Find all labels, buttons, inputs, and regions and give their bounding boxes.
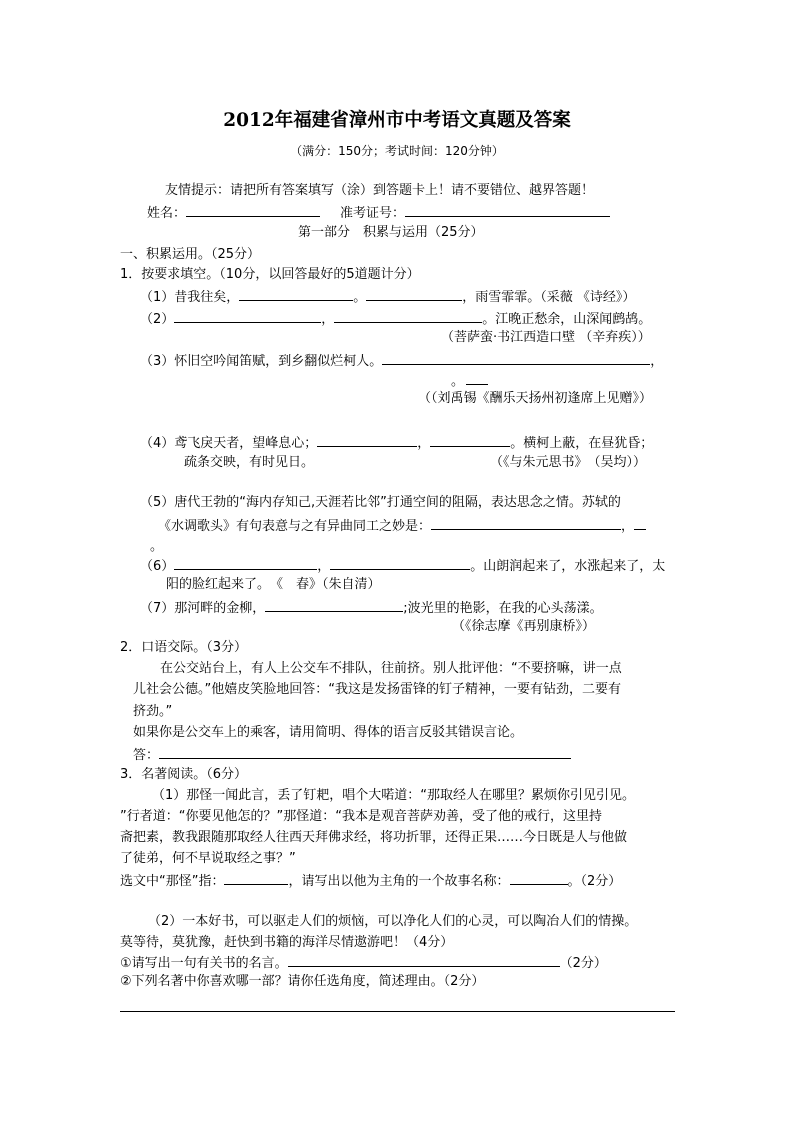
q1-item3-source: （（刘禹锡《酬乐天扬州初逢席上见赠》） (418, 391, 653, 406)
q3-question1: 选文中“那怪”指： ，请写出以他为主角的一个故事名称： 。（2分） (120, 871, 621, 891)
answer-blank[interactable] (634, 516, 646, 530)
answer-blank[interactable] (174, 309, 321, 323)
q3-passage-line4: 了徒弟，何不早说取经之事？” (120, 851, 296, 866)
q1-item5-line2: 《水调歌头》有句表意与之有异曲同工之妙是： ， (158, 516, 646, 536)
q1-item6: （6） ， 。山朗润起来了，水涨起来了，太 (140, 556, 665, 576)
answer-blank[interactable] (382, 351, 650, 365)
friendly-tip: 友情提示：请把所有答案填写（涂）到答题卡上！请不要错位、越界答题！ (165, 183, 595, 198)
q2-instruction: 如果你是公交车上的乘客，请用简明、得体的语言反驳其错误言论。 (133, 725, 524, 740)
q1-stem: 1．按要求填空。（10分，以回答最好的5道题计分） (120, 267, 420, 282)
q3-stem: 3．名著阅读。（6分） (120, 767, 248, 782)
answer-blank[interactable] (265, 598, 403, 612)
page-title: 2012年福建省漳州市中考语文真题及答案 (223, 110, 571, 131)
q1-item3: （3）怀旧空吟闻笛赋，到乡翻似烂柯人。 ， (140, 351, 663, 371)
answer-blank[interactable] (288, 953, 560, 967)
section1-heading: 一、积累运用。（25分） (120, 247, 261, 262)
q1-item7-source: （《徐志摩《再别康桥》） (452, 619, 596, 634)
q1-item3-line2: 。 (451, 371, 488, 391)
answer-blank[interactable] (366, 287, 462, 301)
answer-blank[interactable] (431, 516, 621, 530)
q3-passage-line3: 斋把素，教我跟随那取经人往西天拜佛求经，将功折罪，还得正果……今日既是人与他做 (120, 830, 628, 845)
name-label: 姓名： (147, 206, 187, 221)
answer-blank[interactable] (510, 871, 568, 885)
answer-blank[interactable] (466, 371, 488, 385)
name-blank[interactable] (186, 203, 320, 217)
answer-blank[interactable] (330, 556, 470, 570)
exam-no-label: 准考证号： (340, 206, 406, 221)
exam-no-blank[interactable] (405, 203, 610, 217)
q1-item6-line2: 阳的脸红起来了。 《 春》（朱自清） (166, 577, 381, 592)
answer-blank[interactable] (159, 745, 571, 759)
q2-para-line1: 在公交站台上，有人上公交车不排队，往前挤。别人批评他：“不要挤嘛，讲一点 (160, 661, 622, 676)
q1-item5-line3: 。 (150, 539, 164, 554)
subtitle: （满分：150分；考试时间：120分钟） (290, 144, 504, 158)
q3-part2-line2: 莫等待，莫犹豫，赶快到书籍的海洋尽情遨游吧！（4分） (120, 935, 454, 950)
answer-blank[interactable] (317, 433, 417, 447)
q1-item2: （2） ， 。江晚正愁余，山深闻鹧鸪。 (140, 309, 651, 329)
q1-item7: （7）那河畔的金柳， ;波光里的艳影，在我的心头荡漾。 (140, 598, 603, 618)
q3-part2-line1: （2）一本好书，可以驱走人们的烦恼，可以净化人们的心灵，可以陶冶人们的情操。 (148, 914, 638, 929)
q1-item5-line1: （5）唐代王勃的“海内存知己,天涯若比邻”打通空间的阻隔，表达思念之情。苏轼的 (140, 495, 621, 510)
q2-stem: 2．口语交际。（3分） (120, 640, 248, 655)
q1-item4: （4）鸢飞戾天者，望峰息心； ， 。横柯上蔽，在昼犹昏； (140, 433, 653, 453)
q2-para-line3: 挤劲。” (133, 704, 173, 719)
answer-blank[interactable] (430, 433, 510, 447)
q1-item2-source: （菩萨蛮·书江西造口壁 （辛弃疾）） (441, 330, 651, 345)
q1-item4-line2: 疏条交映，有时见日。 (184, 455, 315, 470)
answer-blank[interactable] (224, 871, 288, 885)
q1-item4-source: （《与朱元思书》 （吴均）） (490, 455, 647, 470)
q2-answer-row: 答： (133, 745, 571, 765)
q3-passage-line1: （1）那怪一闻此言，丢了钉耙，唱个大喏道：“那取经人在哪里？累烦你引见引见。 (152, 788, 636, 803)
answer-blank[interactable] (174, 556, 317, 570)
q1-item1: （1）昔我往矣， 。 ，雨雪霏霏。（采薇 《诗经》） (140, 287, 635, 307)
q3-sub1: ①请写出一句有关书的名言。 （2分） (120, 953, 607, 973)
q2-para-line2: 儿社会公德。”他嬉皮笑脸地回答：“我这是发扬雷锋的钉子精神，一要有钻劲，二要有 (133, 682, 621, 697)
answer-blank[interactable] (334, 309, 482, 323)
answer-blank[interactable] (239, 287, 353, 301)
answer-line[interactable] (120, 1011, 675, 1012)
name-row (147, 203, 610, 223)
q3-sub2: ②下列名著中你喜欢哪一部？请你任选角度，简述理由。（2分） (120, 974, 485, 989)
part1-heading: 第一部分 积累与运用（25分） (298, 225, 484, 240)
q3-passage-line2: ”行者道：“你要见他怎的？”那怪道：“我本是观音菩萨劝善，受了他的戒行，这里持 (120, 809, 602, 824)
